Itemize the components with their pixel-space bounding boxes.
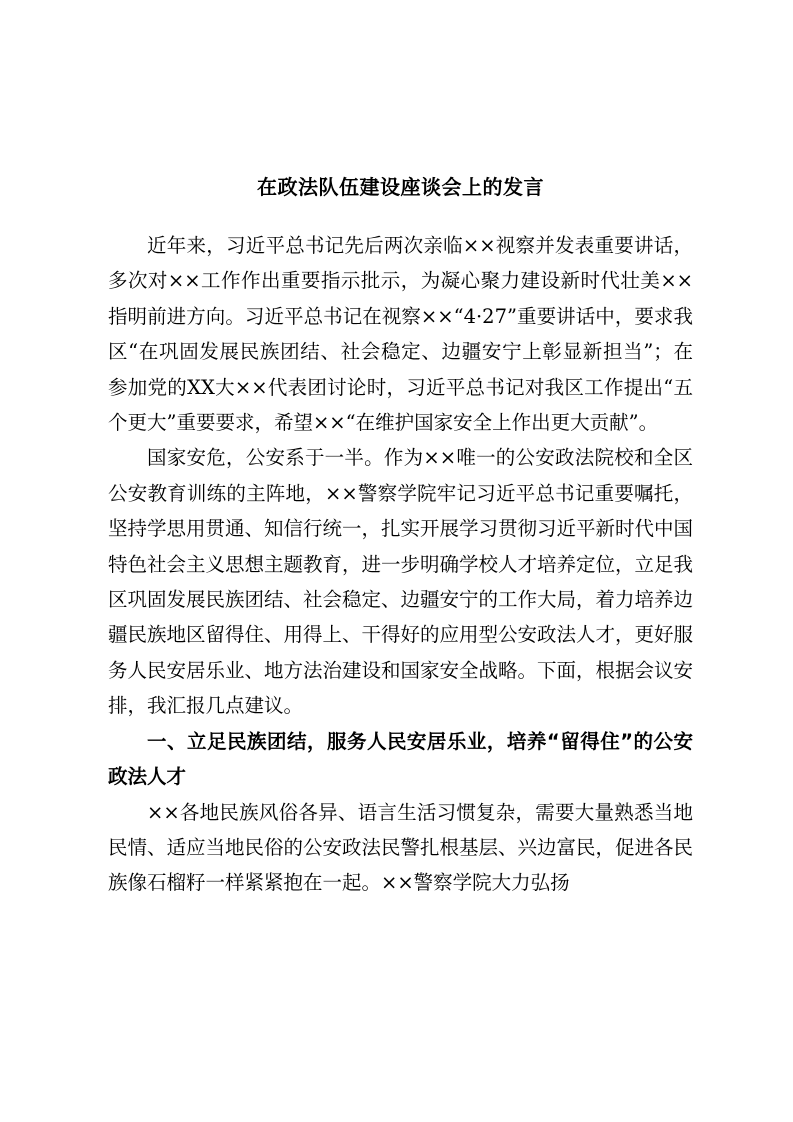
paragraph-section-1: ××各地民族风俗各异、语言生活习惯复杂，需要大量熟悉当地民情、适应当地民俗的公安政法民警扎根基层、兴边富民，促进各民族像石榴籽一样紧紧抱在一起。××警察学院大力弘扬 <box>108 800 694 895</box>
section-heading-1: 一、立足民族团结，服务人民安居乐业，培养“留得住”的公安政法人才 <box>108 729 693 789</box>
paragraph-overview: 国家安危，公安系于一半。作为××唯一的公安政法院校和全区公安教育训练的主阵地，××警察学院牢记习近平总书记重要嘱托，坚持学思用贯通、知信行统一，扎实开展学习贯彻习近平新时代中国特色社会主义思想主题教育，进一步明确学校人才培养定位，立足我区巩固发展民族团结、社会稳定、边疆安宁的工作大局，着力培养边疆民族地区留得住、用得上、干得好的应用型公安政法人才，更好服务人民安居乐业、地方法治建设和国家安全战略。下面，根据会议安排，我汇报几点建议。 <box>108 446 694 718</box>
document-title: 在政法队伍建设座谈会上的发言 <box>257 175 544 199</box>
paragraph-intro: 近年来，习近平总书记先后两次亲临××视察并发表重要讲话，多次对××工作作出重要指示批示，为凝心聚力建设新时代壮美××指明前进方向。习近平总书记在视察××“4·27”重要讲话中，要求我区“在巩固发展民族团结、社会稳定、边疆安宁上彰显新担当”；在参加党的XX大××代表团讨论时，习近平总书记对我区工作提出“五个更大”重要要求，希望××“在维护国家安全上作出更大贡献”。 <box>108 234 693 435</box>
document-body <box>108 172 693 901</box>
